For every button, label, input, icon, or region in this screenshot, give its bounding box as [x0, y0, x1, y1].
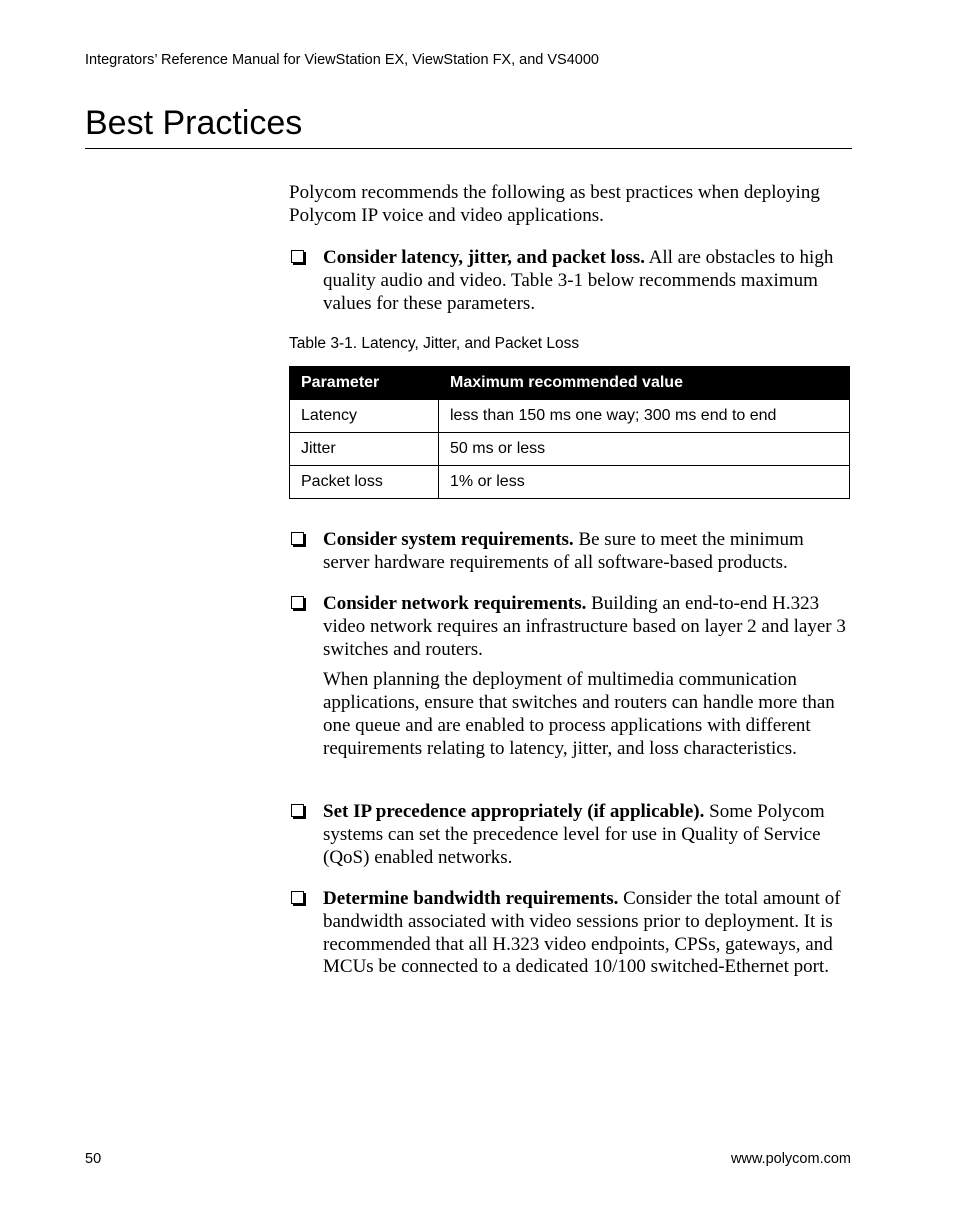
footer-url: www.polycom.com	[730, 1151, 851, 1167]
table-cell: 1% or less	[439, 466, 850, 499]
bullet-text: All are obstacles to high quality audio and video. Table 3-1 below recommends maximum values for these parameters.	[323, 247, 834, 314]
bullet-text: Be sure to meet the minimum server hardware requirements of all software-based products.	[323, 529, 804, 573]
checkbox-bullet-icon	[291, 532, 304, 545]
parameters-table	[289, 366, 850, 499]
table-cell: Latency	[290, 400, 439, 433]
bullet-paragraph	[323, 888, 851, 979]
table-cell: less than 150 ms one way; 300 ms end to end	[439, 400, 850, 433]
table-row	[290, 400, 850, 433]
bullet-paragraph	[323, 247, 851, 315]
table-caption: Table 3-1. Latency, Jitter, and Packet Loss	[289, 335, 580, 352]
bullet-paragraph	[323, 529, 851, 575]
intro-paragraph: Polycom recommends the following as best practices when deploying Polycom IP voice and video applications.	[289, 182, 820, 226]
table-header-cell: Parameter	[290, 367, 439, 400]
table-row	[290, 433, 850, 466]
checkbox-bullet-icon	[291, 596, 304, 609]
checkbox-bullet-icon	[291, 804, 304, 817]
bullet-lead: Consider network requirements.	[323, 593, 587, 614]
bullet-lead: Consider latency, jitter, and packet loss.	[323, 247, 645, 268]
table-row	[290, 466, 850, 499]
title-divider	[85, 148, 852, 149]
table-cell: Jitter	[290, 433, 439, 466]
bullet-text: Some Polycom systems can set the precedence level for use in Quality of Service (QoS) enabled networks.	[323, 801, 825, 868]
bullet-system-requirements	[289, 529, 851, 575]
bullet-text: Building an end-to-end H.323 video network requires an infrastructure based on layer 2 and layer 3 switches and routers.	[323, 593, 846, 660]
checkbox-bullet-icon	[291, 250, 304, 263]
page-number: 50	[85, 1151, 102, 1167]
bullet-text: Consider the total amount of bandwidth associated with video sessions prior to deployment. It is recommended that all H.323 video endpoints, CPSs, gateways, and MCUs be connected to a dedicated 10/100 switched-Ethernet port.	[323, 888, 841, 978]
bullet-extra-paragraph: When planning the deployment of multimedia communication applications, ensure that switches and routers can handle more than one queue and are enabled to process applications with different requirements relating to latency, jitter, and loss characteristics.	[323, 669, 835, 759]
bullet-paragraph	[323, 801, 851, 869]
bullet-ip-precedence	[289, 801, 851, 869]
bullet-bandwidth	[289, 888, 851, 979]
bullet-paragraph	[323, 593, 851, 661]
table-header-cell: Maximum recommended value	[439, 367, 850, 400]
table-header-row	[290, 367, 850, 400]
bullet-lead: Determine bandwidth requirements.	[323, 888, 619, 909]
bullet-lead: Set IP precedence appropriately (if applicable).	[323, 801, 705, 822]
bullet-latency	[289, 247, 851, 315]
bullet-network-requirements	[289, 593, 851, 761]
bullet-lead: Consider system requirements.	[323, 529, 574, 550]
page-title: Best Practices	[85, 104, 303, 142]
table-cell: Packet loss	[290, 466, 439, 499]
table-cell: 50 ms or less	[439, 433, 850, 466]
checkbox-bullet-icon	[291, 891, 304, 904]
running-header: Integrators’ Reference Manual for ViewStation EX, ViewStation FX, and VS4000	[85, 52, 599, 68]
